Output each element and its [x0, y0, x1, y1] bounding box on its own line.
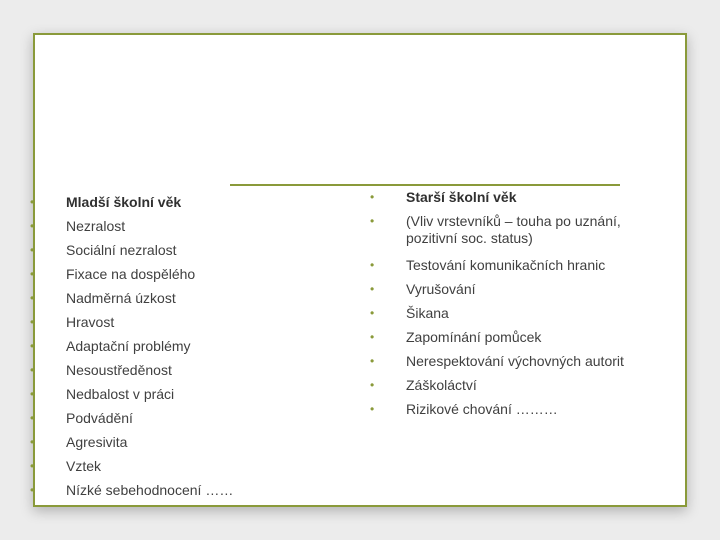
bullet-icon: • [370, 306, 375, 320]
list-item [30, 410, 330, 434]
list-item-text: Fixace na dospělého [66, 266, 196, 282]
older-age-list [370, 189, 670, 425]
list-item [30, 482, 330, 506]
list-item [30, 218, 330, 242]
list-item [30, 458, 330, 482]
bullet-icon: • [30, 459, 35, 473]
list-item-text: Sociální nezralost [66, 242, 177, 258]
list-item-text: Záškoláctví [406, 377, 477, 393]
bullet-icon: • [30, 387, 35, 401]
list-item [30, 290, 330, 314]
list-item [370, 353, 670, 370]
list-item [30, 338, 330, 362]
list-item-text: Vztek [66, 458, 102, 474]
list-item-text: Nesoustředěnost [66, 362, 172, 378]
bullet-icon: • [370, 378, 375, 392]
list-item [370, 401, 670, 418]
heading-text: Starší školní věk [406, 189, 517, 205]
list-item [30, 242, 330, 266]
bullet-icon: • [30, 363, 35, 377]
list-item [370, 329, 670, 346]
list-item-text: Vyrušování [406, 281, 476, 297]
title-divider [230, 184, 620, 186]
list-item-text: Šikana [406, 305, 449, 321]
bullet-icon: • [30, 219, 35, 233]
list-item-text: Nedbalost v práci [66, 386, 175, 402]
bullet-icon: • [30, 435, 35, 449]
list-item [30, 434, 330, 458]
bullet-icon: • [30, 315, 35, 329]
list-item-text: Rizikové chování ……… [406, 401, 558, 417]
list-item-text: Hravost [66, 314, 115, 330]
list-item-text: Nízké sebehodnocení …… [66, 482, 234, 498]
bullet-icon: • [370, 354, 375, 368]
list-item [370, 213, 670, 247]
bullet-icon: • [370, 258, 375, 272]
list-item-text: Nadměrná úzkost [66, 290, 176, 306]
list-item [370, 281, 670, 298]
younger-age-list [30, 194, 330, 506]
list-item [30, 362, 330, 386]
list-heading [30, 194, 330, 218]
list-item [30, 266, 330, 290]
bullet-icon: • [30, 411, 35, 425]
bullet-icon: • [30, 195, 35, 209]
heading-text: Mladší školní věk [66, 194, 182, 210]
list-item-text: Podvádění [66, 410, 133, 426]
list-item-text: (Vliv vrstevníků – touha po uznání, pozitivní soc. status) [406, 213, 621, 246]
bullet-icon: • [30, 339, 35, 353]
bullet-icon: • [370, 214, 375, 228]
list-item-text: Adaptační problémy [66, 338, 191, 354]
list-item [370, 377, 670, 394]
bullet-icon: • [370, 402, 375, 416]
list-item [30, 386, 330, 410]
bullet-icon: • [30, 267, 35, 281]
list-item-text: Nezralost [66, 218, 126, 234]
list-item-text: Testování komunikačních hranic [406, 257, 606, 273]
list-item-text: Nerespektování výchovných autorit [406, 353, 624, 369]
list-item-text: Agresivita [66, 434, 128, 450]
bullet-icon: • [30, 243, 35, 257]
bullet-icon: • [370, 330, 375, 344]
bullet-icon: • [30, 483, 35, 497]
list-item-text: Zapomínání pomůcek [406, 329, 542, 345]
bullet-icon: • [370, 282, 375, 296]
list-heading [370, 189, 670, 206]
bullet-icon: • [30, 291, 35, 305]
list-item [370, 257, 670, 274]
list-item [370, 305, 670, 322]
list-item [30, 314, 330, 338]
bullet-icon: • [370, 190, 375, 204]
